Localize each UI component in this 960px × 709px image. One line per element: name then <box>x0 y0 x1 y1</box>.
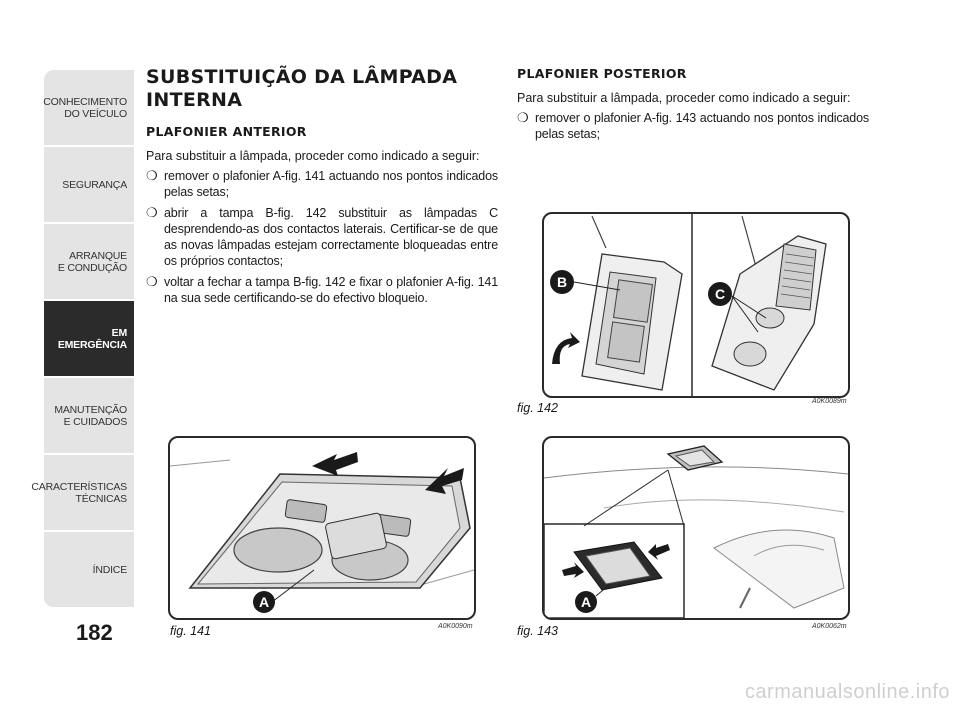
fig-141-caption: fig. 141 <box>170 624 212 638</box>
tab-seguranca[interactable]: SEGURANÇA <box>44 147 134 223</box>
fig-141-code: A0K0090m <box>438 623 473 630</box>
tab-indice[interactable]: ÍNDICE <box>44 532 134 608</box>
bullet-icon: ❍ <box>517 110 529 125</box>
callout-a-rear: A <box>580 594 592 610</box>
rear-light-illustration <box>544 438 848 618</box>
tab-arranque[interactable]: ARRANQUE E CONDUÇÃO <box>44 224 134 300</box>
tab-manutencao[interactable]: MANUTENÇÃO E CUIDADOS <box>44 378 134 454</box>
figure-141 <box>168 436 476 620</box>
callout-b: B <box>556 274 568 290</box>
list-item: ❍ remover o plafonier A-fig. 143 actuando nos pontos indicados pelas setas; <box>517 110 869 141</box>
bullet-icon: ❍ <box>146 274 158 289</box>
page-title: SUBSTITUIÇÃO DA LÂMPADA INTERNA <box>146 66 458 111</box>
front-light-illustration <box>170 438 474 618</box>
bullet-icon: ❍ <box>146 205 158 220</box>
fig-142-code: A0K0089m <box>812 398 847 405</box>
callout-c: C <box>714 286 726 302</box>
list-item: ❍ remover o plafonier A-fig. 141 actuando nos pontos indicados pelas setas; <box>146 168 498 199</box>
list-item: ❍ abrir a tampa B-fig. 142 substituir as lâmpadas C desprendendo-as dos contactos laterais. Certificar-se de que as novas lâmpadas estejam correctamente bloqueadas entre os próprios contactos; <box>146 205 498 268</box>
bullet-icon: ❍ <box>146 168 158 183</box>
fig-142-caption: fig. 142 <box>517 401 559 415</box>
page-number: 182 <box>76 620 113 645</box>
fig-143-caption: fig. 143 <box>517 624 559 638</box>
callout-a: A <box>258 594 270 610</box>
section-title-front: PLAFONIER ANTERIOR <box>146 124 307 139</box>
intro-text-front: Para substituir a lâmpada, proceder como indicado a seguir: <box>146 149 480 163</box>
right-column <box>517 66 869 147</box>
figure-143 <box>542 436 850 620</box>
list-item: ❍ voltar a fechar a tampa B-fig. 142 e fixar o plafonier A-fig. 141 na sua sede certificando-se do efectivo bloqueio. <box>146 274 498 305</box>
steps-list-rear <box>517 110 869 142</box>
lamp-replacement-illustration <box>544 214 848 396</box>
steps-list-front <box>146 168 498 306</box>
figure-142 <box>542 212 850 398</box>
left-column <box>146 66 498 311</box>
tab-conhecimento[interactable]: CONHECIMENTO DO VEÍCULO <box>44 70 134 146</box>
fig-143-code: A0K0062m <box>812 623 847 630</box>
section-title-rear: PLAFONIER POSTERIOR <box>517 66 687 81</box>
intro-text-rear: Para substituir a lâmpada, proceder como indicado a seguir: <box>517 91 851 105</box>
watermark: carmanualsonline.info <box>744 681 950 703</box>
tab-emergencia[interactable]: EM EMERGÊNCIA <box>44 301 134 377</box>
tab-caracteristicas[interactable]: CARACTERÍSTICAS TÉCNICAS <box>44 455 134 531</box>
